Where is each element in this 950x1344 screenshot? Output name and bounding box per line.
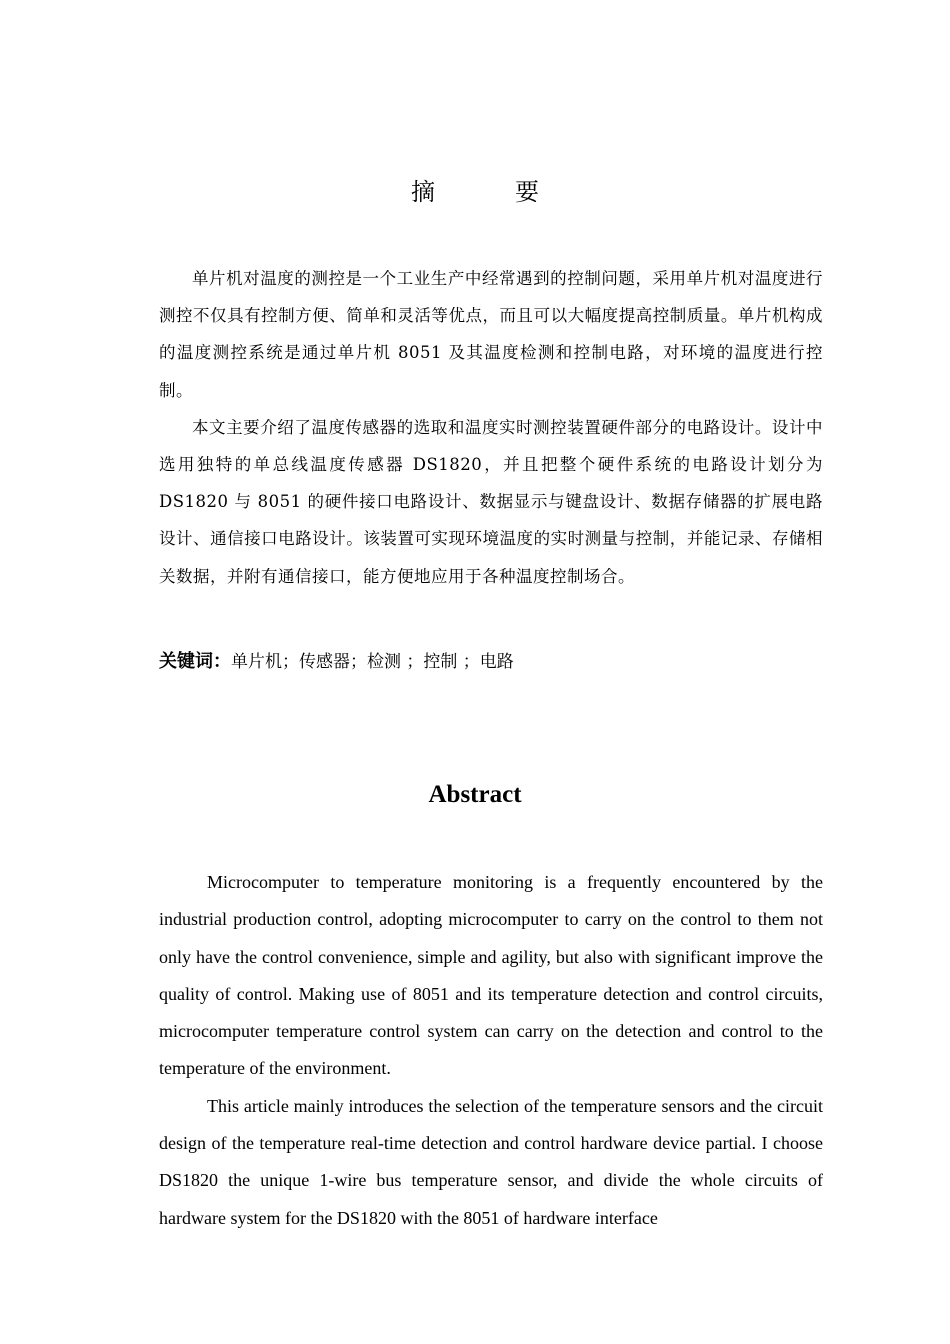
chinese-paragraph-2: 本文主要介绍了温度传感器的选取和温度实时测控装置硬件部分的电路设计。设计中选用独特的单总线温度传感器 DS1820，并且把整个硬件系统的电路设计划分为 DS1820 与 8051 的硬件接口电路设计、数据显示与键盘设计、数据存储器的扩展电路设计、通信接口电路设计。该装置可实现环境温度的实时测量与控制，并能记录、存储相关数据，并附有通信接口，能方便地应用于各种温度控制场合。 — [159, 417, 823, 586]
keywords-label: 关键词： — [159, 651, 231, 672]
english-abstract-title: Abstract — [428, 781, 522, 808]
english-paragraph-2: This article mainly introduces the selection of the temperature sensors and the circuit design of the temperature real-time detection and control hardware device partial. I choose DS1820 the unique 1-wire bus temperature sensor, and divide the whole circuits of hardware system for the DS1820 with the 8051 of hardware interface — [159, 1095, 823, 1228]
english-abstract-body — [159, 864, 823, 1237]
chinese-title-char-1: 摘 — [411, 178, 435, 206]
chinese-title-char-2: 要 — [515, 178, 539, 206]
chinese-keywords — [159, 646, 823, 678]
english-paragraph-1: Microcomputer to temperature monitoring is a frequently encountered by the industrial production control, adopting microcomputer to carry on the control to them not only have the control convenience, simple and agility, but also with significant improve the quality of control. Making use of 8051 and its temperature detection and control circuits, microcomputer temperature control system can carry on the detection and control to the temperature of the environment. — [159, 872, 823, 1079]
keywords-text: 单片机；传感器；检测 ；控制 ；电路 — [231, 652, 514, 672]
chinese-abstract-body — [159, 260, 823, 595]
chinese-abstract-title — [0, 176, 950, 208]
chinese-paragraph-1: 单片机对温度的测控是一个工业生产中经常遇到的控制问题，采用单片机对温度进行测控不仅具有控制方便、简单和灵活等优点，而且可以大幅度提高控制质量。单片机构成的温度测控系统是通过单片机 8051 及其温度检测和控制电路，对环境的温度进行控制。 — [159, 269, 823, 400]
